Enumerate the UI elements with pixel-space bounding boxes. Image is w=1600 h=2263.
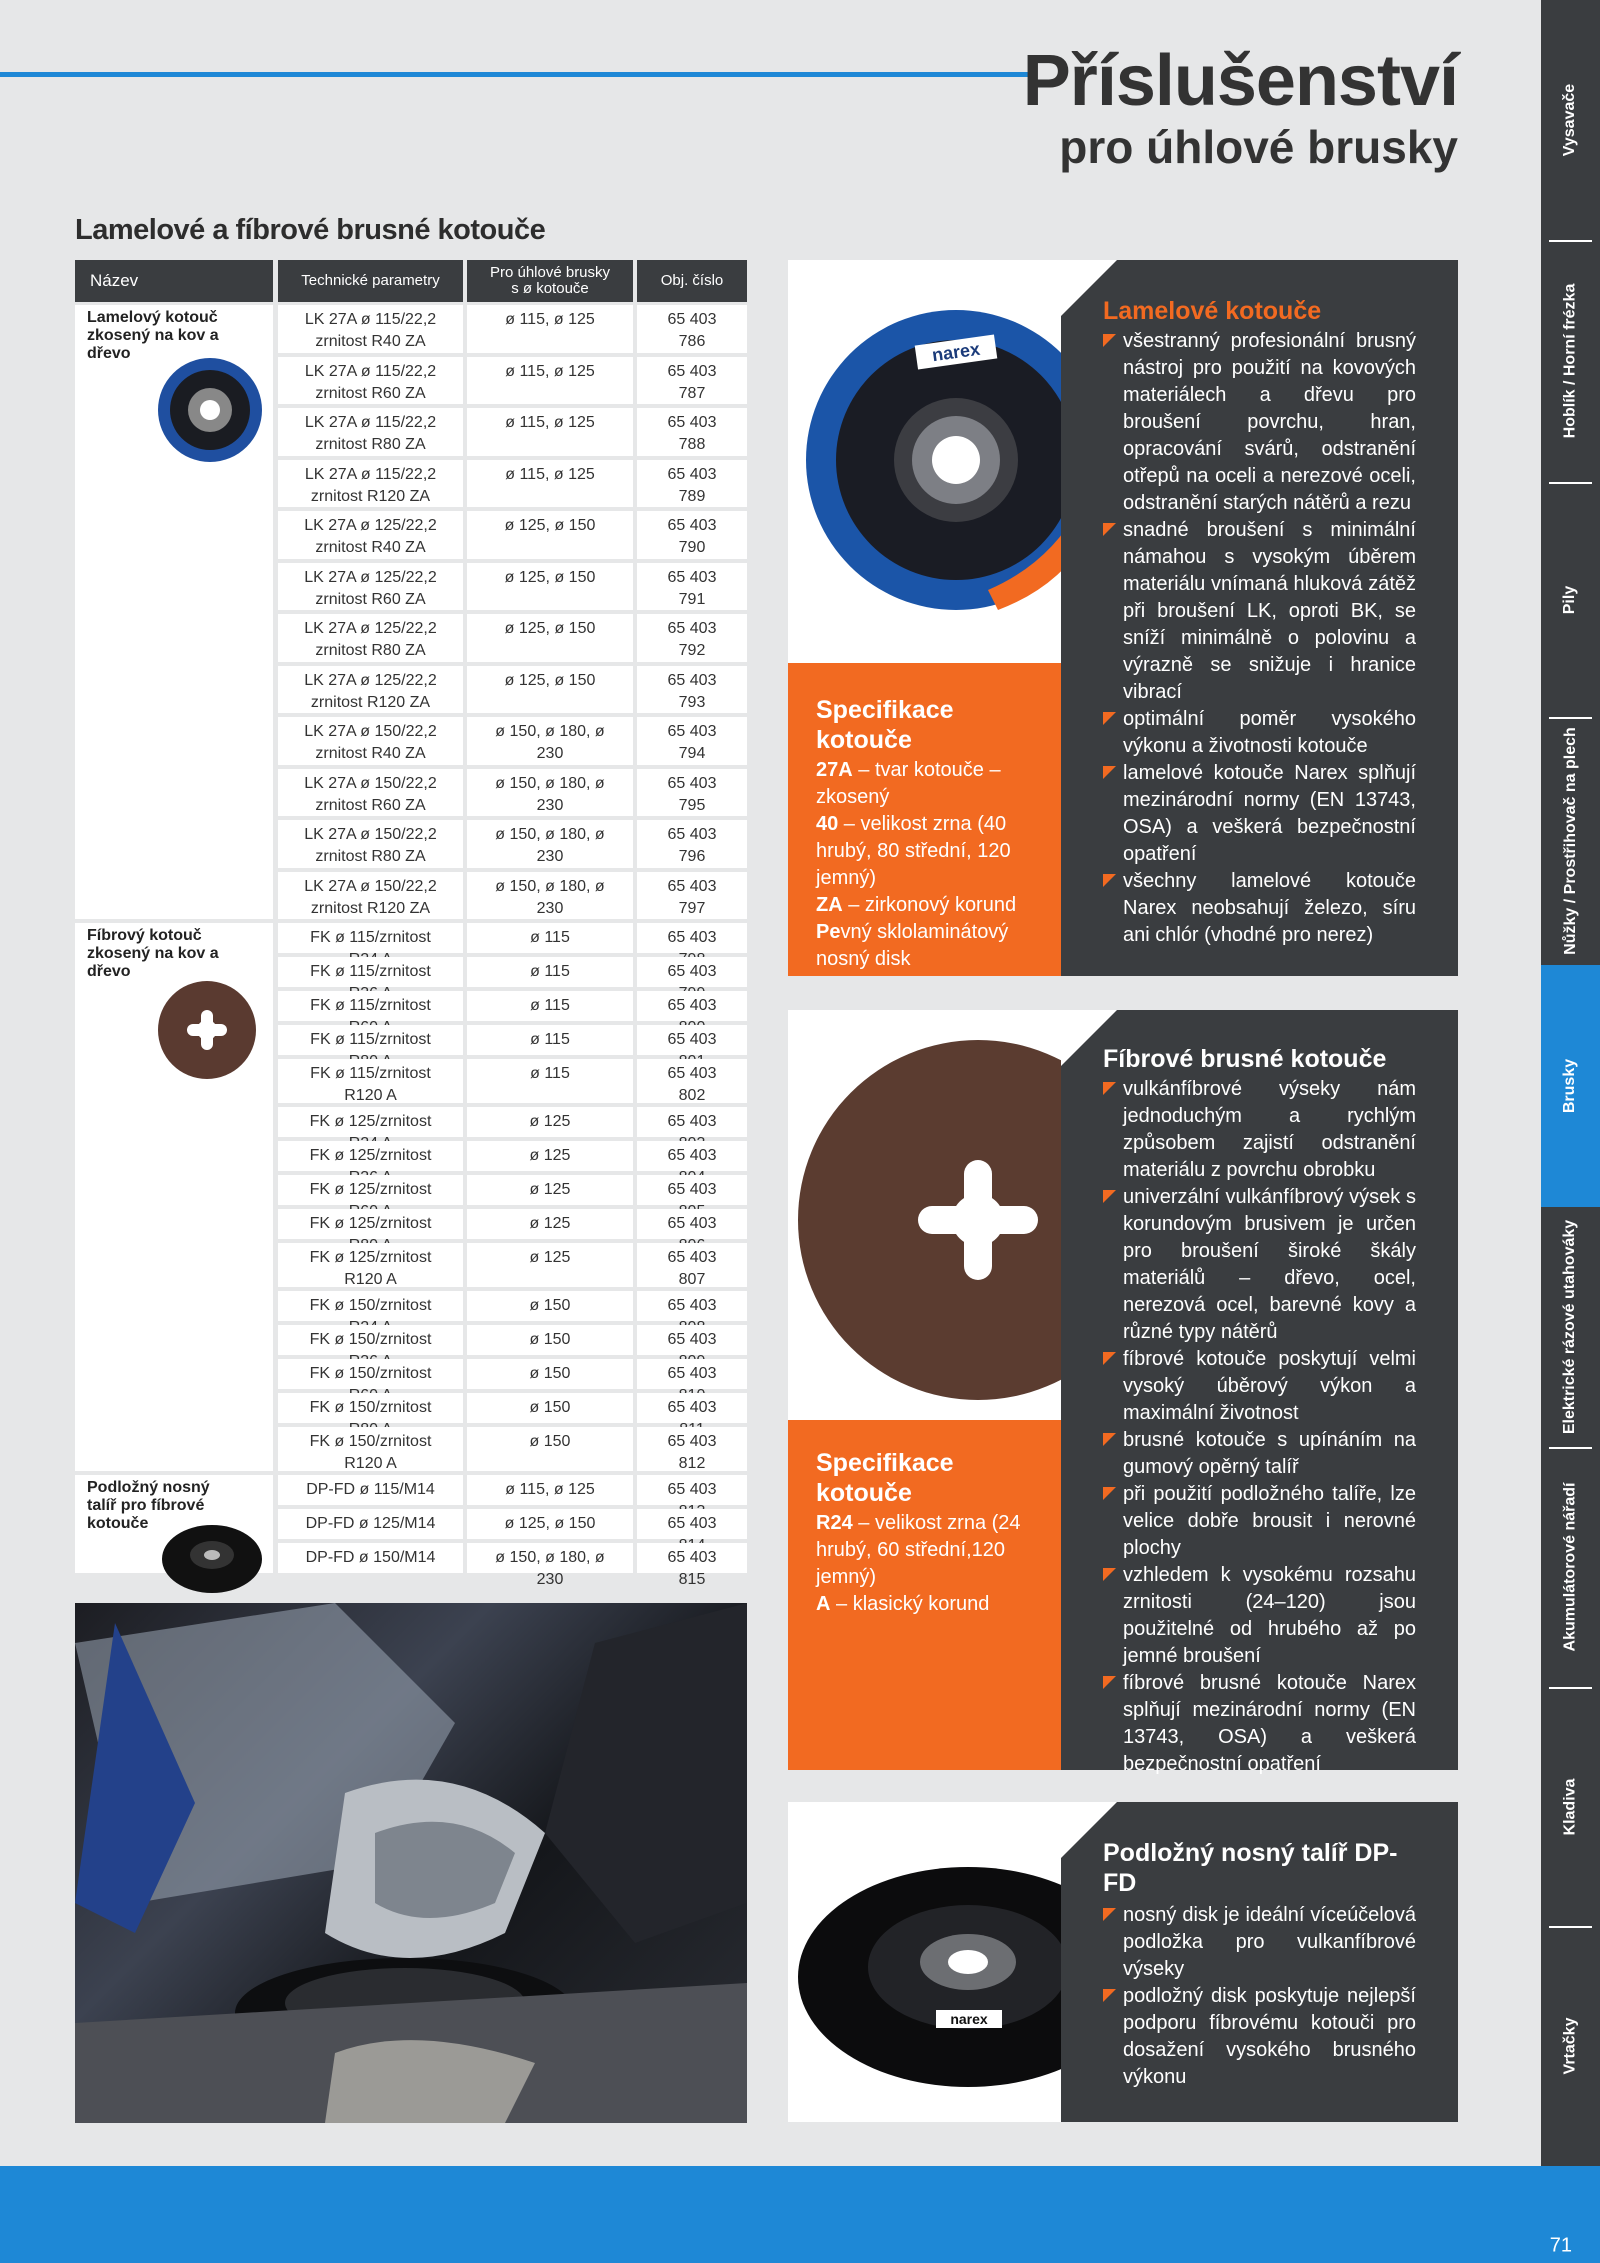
spec-line bbox=[816, 919, 1033, 973]
spec-description: – velikost zrna (40 hrubý, 80 střední, 120 jemný) bbox=[816, 813, 1011, 889]
fibre-discs-features bbox=[1061, 1010, 1458, 1775]
cell-grinder-size: ø 125 bbox=[467, 1175, 633, 1205]
feature-bullet: vzhledem k vysokému rozsahu zrnitosti (24–120) jsou použitelné od hrubého až po jemné broušení bbox=[1103, 1562, 1416, 1670]
cell-params: FK ø 125/zrnitost R120 A bbox=[278, 1243, 463, 1287]
category-sidebar bbox=[1541, 0, 1600, 2263]
cell-params: LK 27A ø 125/22,2 zrnitost R120 ZA bbox=[278, 666, 463, 714]
panel-corner-cut bbox=[1061, 260, 1121, 320]
cell-order-number: 65 403 bbox=[637, 1475, 747, 1505]
cell-order-number: 65 403 bbox=[637, 1509, 747, 1539]
cell-grinder-size: ø 150, ø 180, ø 230 bbox=[467, 769, 633, 817]
cell-params: FK ø 150/zrnitost bbox=[278, 1291, 463, 1321]
cell-params: FK ø 115/zrnitost bbox=[278, 923, 463, 953]
cell-order-number: 65 403 bbox=[637, 1141, 747, 1171]
feature-bullet: optimální poměr vysokého výkonu a životnosti kotouče bbox=[1103, 706, 1416, 760]
th-params: Technické parametry bbox=[278, 260, 463, 302]
cell-order-number: 65 403 bbox=[637, 1107, 747, 1137]
cell-order-number: 65 403 788 bbox=[637, 408, 747, 456]
sidebar-tab[interactable] bbox=[1541, 1926, 1600, 2166]
panel-backing-pad bbox=[788, 1802, 1458, 2122]
cell-params: FK ø 150/zrnitost R120 A bbox=[278, 1427, 463, 1471]
cell-params: FK ø 150/zrnitost bbox=[278, 1393, 463, 1423]
cell-order-number: 65 403 797 bbox=[637, 872, 747, 920]
cell-order-number: 65 403 bbox=[637, 1325, 747, 1355]
spec-line bbox=[816, 757, 1033, 811]
fibre-disc-image-area bbox=[788, 1010, 1061, 1420]
spec-description: – zirkonový korund bbox=[842, 894, 1017, 916]
cell-params: FK ø 115/zrnitost R120 A bbox=[278, 1059, 463, 1103]
cell-order-number: 65 403 807 bbox=[637, 1243, 747, 1287]
cell-order-number: 65 403 791 bbox=[637, 563, 747, 611]
cell-grinder-size: ø 125, ø 150 bbox=[467, 563, 633, 611]
cell-params: LK 27A ø 125/22,2 zrnitost R80 ZA bbox=[278, 614, 463, 662]
sidebar-tab[interactable] bbox=[1541, 717, 1600, 965]
cell-order-number: 65 403 bbox=[637, 957, 747, 987]
cell-order-number: 65 403 790 bbox=[637, 511, 747, 559]
product-group-label: Fíbrový kotouč zkosený na kov a dřevo bbox=[87, 927, 219, 980]
cell-params: LK 27A ø 115/22,2 zrnitost R80 ZA bbox=[278, 408, 463, 456]
flap-discs-title: Lamelové kotouče bbox=[1103, 297, 1322, 325]
spec-description: vný sklolaminátový nosný disk bbox=[816, 921, 1009, 970]
fibre-disc-spec-box bbox=[788, 1420, 1061, 1770]
cell-params: FK ø 115/zrnitost bbox=[278, 1025, 463, 1055]
sidebar-tab-label: Brusky bbox=[1561, 1058, 1579, 1114]
cell-params: LK 27A ø 125/22,2 zrnitost R60 ZA bbox=[278, 563, 463, 611]
spec-description: – tvar kotouče – zkosený bbox=[816, 759, 1001, 808]
feature-bullet: brusné kotouče s upínáním na gumový opěrný talíř bbox=[1103, 1427, 1416, 1481]
cell-params: LK 27A ø 125/22,2 zrnitost R40 ZA bbox=[278, 511, 463, 559]
cell-order-number: 65 403 786 bbox=[637, 305, 747, 353]
panel-fibre-discs bbox=[788, 1010, 1458, 1775]
th-grinders: Pro úhlové brusky s ø kotouče bbox=[467, 260, 633, 302]
cell-order-number: 65 403 bbox=[637, 1175, 747, 1205]
sidebar-tab-label: Vysavače bbox=[1561, 83, 1579, 157]
backing-pad-title: Podložný nosný talíř DP-FD bbox=[1103, 1839, 1398, 1897]
cell-params: FK ø 125/zrnitost bbox=[278, 1107, 463, 1137]
sidebar-tab[interactable] bbox=[1541, 482, 1600, 717]
cell-order-number: 65 403 796 bbox=[637, 820, 747, 868]
cell-grinder-size: ø 115, ø 125 bbox=[467, 408, 633, 456]
cell-params: FK ø 150/zrnitost bbox=[278, 1359, 463, 1389]
sidebar-tab-label: Nůžky / Prostřihovač na plech bbox=[1561, 727, 1579, 955]
cell-order-number: 65 403 795 bbox=[637, 769, 747, 817]
angle-grinder-image bbox=[75, 1603, 747, 2123]
feature-bullet: nosný disk je ideální víceúčelová podložka pro vulkanfíbrové výseky bbox=[1103, 1902, 1416, 1983]
sidebar-divider bbox=[1549, 1687, 1592, 1689]
backing-pad-brand-logo: narex bbox=[950, 2011, 988, 2027]
cell-params: LK 27A ø 150/22,2 zrnitost R80 ZA bbox=[278, 820, 463, 868]
sidebar-tab-label: Elektrické rázové utahováky bbox=[1561, 1219, 1579, 1435]
feature-bullet: univerzální vulkánfíbrový výsek s korundovým brusivem je určen pro broušení široké škály materiálů – dřevo, ocel, nerezová ocel, barevné kovy a různé typy nátěrů bbox=[1103, 1184, 1416, 1346]
flap-disc-spec-box bbox=[788, 663, 1061, 976]
page-title: Příslušenství bbox=[1022, 41, 1458, 121]
cell-params: LK 27A ø 115/22,2 zrnitost R120 ZA bbox=[278, 460, 463, 508]
cell-params: LK 27A ø 150/22,2 zrnitost R60 ZA bbox=[278, 769, 463, 817]
cell-order-number: 65 403 812 bbox=[637, 1427, 747, 1471]
th-order: Obj. číslo bbox=[637, 260, 747, 302]
cell-grinder-size: ø 115 bbox=[467, 923, 633, 953]
cell-order-number: 65 403 802 bbox=[637, 1059, 747, 1103]
cell-grinder-size: ø 115, ø 125 bbox=[467, 460, 633, 508]
header-rule bbox=[0, 72, 1035, 77]
cell-params: FK ø 125/zrnitost bbox=[278, 1141, 463, 1171]
spec-code: R24 bbox=[816, 1512, 853, 1534]
sidebar-tab[interactable] bbox=[1541, 1687, 1600, 1926]
fibre-discs-title: Fíbrové brusné kotouče bbox=[1103, 1045, 1387, 1073]
section-title: Lamelové a fíbrové brusné kotouče bbox=[75, 214, 546, 246]
cell-grinder-size: ø 125, ø 150 bbox=[467, 666, 633, 714]
cell-order-number: 65 403 bbox=[637, 1393, 747, 1423]
feature-bullet: snadné broušení s minimální námahou s vysokým úběrem materiálu vnímaná hluková zátěž při broušení LK, oproti BK, se sníží minimálně o polovinu a výrazně se snižuje i hranice vibrací bbox=[1103, 517, 1416, 706]
sidebar-tab-label: Pily bbox=[1561, 585, 1579, 614]
sidebar-divider bbox=[1549, 717, 1592, 719]
cell-order-number: 65 403 bbox=[637, 1025, 747, 1055]
backing-pad-thumbnail bbox=[160, 1515, 265, 1595]
cell-params: FK ø 115/zrnitost bbox=[278, 991, 463, 1021]
grinder-photo bbox=[75, 1603, 747, 2123]
spec-line bbox=[816, 1510, 1033, 1591]
sidebar-divider bbox=[1549, 240, 1592, 242]
cell-order-number: 65 403 787 bbox=[637, 357, 747, 405]
cell-grinder-size: ø 115 bbox=[467, 957, 633, 987]
cell-grinder-size: ø 125, ø 150 bbox=[467, 614, 633, 662]
cell-params: DP-FD ø 150/M14 bbox=[278, 1543, 463, 1573]
cell-grinder-size: ø 115, ø 125 bbox=[467, 357, 633, 405]
cell-params: FK ø 125/zrnitost bbox=[278, 1175, 463, 1205]
flap-disc-image-area bbox=[788, 260, 1061, 663]
sidebar-tab[interactable] bbox=[1541, 965, 1600, 1207]
cell-params: FK ø 150/zrnitost bbox=[278, 1325, 463, 1355]
cell-order-number: 65 403 789 bbox=[637, 460, 747, 508]
cell-params: LK 27A ø 115/22,2 zrnitost R40 ZA bbox=[278, 305, 463, 353]
cell-params: DP-FD ø 115/M14 bbox=[278, 1475, 463, 1505]
sidebar-tab[interactable] bbox=[1541, 1207, 1600, 1447]
feature-bullet: lamelové kotouče Narex splňují mezinárodní normy (EN 13743, OSA) a veškerá bezpečnostní opatření bbox=[1103, 760, 1416, 868]
page-subtitle: pro úhlové brusky bbox=[1059, 121, 1458, 173]
cell-params: FK ø 125/zrnitost bbox=[278, 1209, 463, 1239]
panel-corner-cut bbox=[1061, 1010, 1121, 1070]
fibre-disc-spec-title: Specifikace kotouče bbox=[816, 1449, 954, 1507]
flap-disc-spec-title: Specifikace kotouče bbox=[816, 696, 954, 754]
product-group-label: Podložný nosný talíř pro fíbrové kotouče bbox=[87, 1479, 210, 1532]
fibre-disc-image bbox=[788, 1010, 1061, 1420]
spec-description: – klasický korund bbox=[830, 1593, 990, 1615]
spec-line bbox=[816, 892, 1033, 919]
page-number: 71 bbox=[1549, 2234, 1572, 2257]
cell-params: LK 27A ø 115/22,2 zrnitost R60 ZA bbox=[278, 357, 463, 405]
product-group-label: Lamelový kotouč zkosený na kov a dřevo bbox=[87, 309, 219, 362]
flap-disc-brand-logo: narex bbox=[930, 338, 982, 366]
cell-order-number: 65 403 bbox=[637, 1359, 747, 1389]
backing-pad-image bbox=[788, 1802, 1061, 2122]
cell-order-number: 65 403 bbox=[637, 923, 747, 953]
cell-order-number: 65 403 793 bbox=[637, 666, 747, 714]
feature-bullet: při použití podložného talíře, lze velice dobře brousit i nerovné plochy bbox=[1103, 1481, 1416, 1562]
cell-params: LK 27A ø 150/22,2 zrnitost R120 ZA bbox=[278, 872, 463, 920]
spec-line bbox=[816, 811, 1033, 892]
feature-bullet: všestranný profesionální brusný nástroj pro použití na kovových materiálech a dřevu pro broušení povrchu, hran, opracování svárů, odstranění otřepů na oceli a nerezové oceli, odstranění starých nátěrů a rezu bbox=[1103, 328, 1416, 517]
feature-bullet: všechny lamelové kotouče Narex neobsahují železo, síru ani chlór (vhodné pro nerez) bbox=[1103, 868, 1416, 949]
cell-grinder-size: ø 125, ø 150 bbox=[467, 1509, 633, 1539]
flap-disc-thumbnail bbox=[155, 355, 265, 465]
feature-bullet: vulkánfíbrové výseky nám jednoduchým a rychlým způsobem zajistí odstranění materiálu z povrchu obrobku bbox=[1103, 1076, 1416, 1184]
cell-grinder-size: ø 150 bbox=[467, 1359, 633, 1389]
backing-pad-image-area bbox=[788, 1802, 1061, 2122]
fibre-disc-thumbnail bbox=[157, 980, 257, 1080]
sidebar-divider bbox=[1549, 482, 1592, 484]
cell-params: DP-FD ø 125/M14 bbox=[278, 1509, 463, 1539]
cell-grinder-size: ø 125, ø 150 bbox=[467, 511, 633, 559]
spec-description: – velikost zrna (24 hrubý, 60 střední,120 jemný) bbox=[816, 1512, 1021, 1588]
cell-order-number: 65 403 794 bbox=[637, 717, 747, 765]
cell-grinder-size: ø 125 bbox=[467, 1209, 633, 1239]
cell-grinder-size: ø 150 bbox=[467, 1325, 633, 1355]
feature-bullet: podložný disk poskytuje nejlepší podporu fíbrovému kotouči pro dosažení vysokého brusného výkonu bbox=[1103, 1983, 1416, 2091]
cell-grinder-size: ø 115, ø 125 bbox=[467, 305, 633, 353]
cell-grinder-size: ø 115 bbox=[467, 1025, 633, 1055]
feature-bullet: fíbrové brusné kotouče Narex splňují mezinárodní normy (EN 13743, OSA) a veškerá bezpečnostní opatření bbox=[1103, 1670, 1416, 1778]
cell-order-number: 65 403 bbox=[637, 991, 747, 1021]
cell-grinder-size: ø 125 bbox=[467, 1107, 633, 1137]
spec-line bbox=[816, 1591, 1033, 1618]
spec-code: Pe bbox=[816, 921, 841, 943]
spec-code: ZA bbox=[816, 894, 843, 916]
cell-grinder-size: ø 150, ø 180, ø 230 bbox=[467, 1543, 633, 1573]
cell-order-number: 65 403 bbox=[637, 1291, 747, 1321]
sidebar-tab-label: Kladiva bbox=[1561, 1778, 1579, 1835]
cell-grinder-size: ø 150, ø 180, ø 230 bbox=[467, 872, 633, 920]
sidebar-tab-label: Hoblík / Horní frézka bbox=[1561, 283, 1579, 439]
panel-corner-cut bbox=[1061, 1802, 1121, 1862]
spec-code: 40 bbox=[816, 813, 839, 835]
cell-order-number: 65 403 815 bbox=[637, 1543, 747, 1573]
th-name: Název bbox=[75, 260, 273, 302]
panel-flap-discs bbox=[788, 260, 1458, 976]
sidebar-tab[interactable] bbox=[1541, 0, 1600, 240]
sidebar-tab[interactable] bbox=[1541, 240, 1600, 482]
cell-grinder-size: ø 150 bbox=[467, 1427, 633, 1471]
cell-grinder-size: ø 150 bbox=[467, 1393, 633, 1423]
sidebar-tab-label: Akumulátorové nářadí bbox=[1561, 1482, 1579, 1652]
cell-params: FK ø 115/zrnitost bbox=[278, 957, 463, 987]
cell-grinder-size: ø 150 bbox=[467, 1291, 633, 1321]
spec-code: A bbox=[816, 1593, 831, 1615]
cell-grinder-size: ø 115 bbox=[467, 1059, 633, 1103]
cell-order-number: 65 403 bbox=[637, 1209, 747, 1239]
cell-grinder-size: ø 150, ø 180, ø 230 bbox=[467, 820, 633, 868]
sidebar-tab-label: Vrtačky bbox=[1561, 2017, 1579, 2075]
cell-order-number: 65 403 792 bbox=[637, 614, 747, 662]
flap-discs-features bbox=[1061, 260, 1458, 976]
cell-grinder-size: ø 150, ø 180, ø 230 bbox=[467, 717, 633, 765]
cell-grinder-size: ø 115, ø 125 bbox=[467, 1475, 633, 1505]
cell-grinder-size: ø 125 bbox=[467, 1141, 633, 1171]
spec-code: 27A bbox=[816, 759, 853, 781]
sidebar-divider bbox=[1549, 1926, 1592, 1928]
cell-grinder-size: ø 125 bbox=[467, 1243, 633, 1287]
sidebar-tab[interactable] bbox=[1541, 1447, 1600, 1687]
feature-bullet: fíbrové kotouče poskytují velmi vysoký úběrový výkon a maximální životnost bbox=[1103, 1346, 1416, 1427]
flap-disc-image bbox=[788, 260, 1088, 663]
cell-grinder-size: ø 115 bbox=[467, 991, 633, 1021]
sidebar-divider bbox=[1549, 1447, 1592, 1449]
cell-params: LK 27A ø 150/22,2 zrnitost R40 ZA bbox=[278, 717, 463, 765]
footer-bar bbox=[0, 2166, 1600, 2263]
